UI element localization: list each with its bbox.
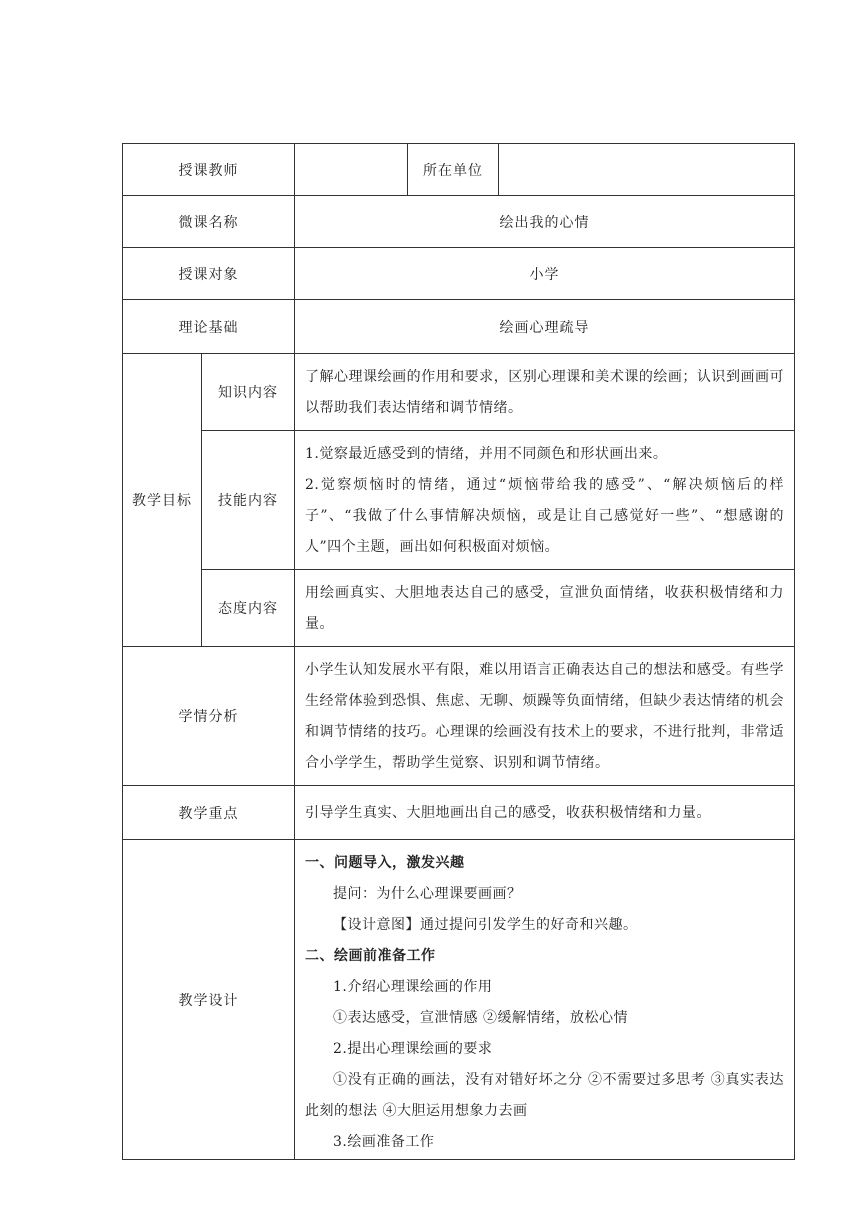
analysis-label: 学情分析 <box>123 647 295 786</box>
course-name-label: 微课名称 <box>123 196 295 248</box>
course-name-value: 绘出我的心情 <box>295 196 795 248</box>
teacher-value <box>295 144 408 196</box>
design-step-1: 1.介绍心理课绘画的作用 <box>333 979 493 995</box>
skill-label: 技能内容 <box>202 431 295 570</box>
row-design <box>123 840 795 1160</box>
design-step-1-detail: ①表达感受，宣泄情感 ②缓解情绪，放松心情 <box>333 1010 628 1026</box>
attitude-label: 态度内容 <box>202 570 295 647</box>
goals-label: 教学目标 <box>123 354 202 647</box>
row-skill <box>123 431 795 570</box>
target-label: 授课对象 <box>123 248 295 300</box>
knowledge-label: 知识内容 <box>202 354 295 431</box>
row-attitude <box>123 570 795 647</box>
focus-label: 教学重点 <box>123 786 295 840</box>
design-question: 提问：为什么心理课要画画？ <box>333 886 522 902</box>
theory-label: 理论基础 <box>123 300 295 354</box>
design-heading-1: 一、问题导入，激发兴趣 <box>305 855 465 871</box>
focus-text: 引导学生真实、大胆地画出自己的感受，收获积极情绪和力量。 <box>295 786 795 840</box>
design-heading-2: 二、绘画前准备工作 <box>305 948 436 964</box>
target-value: 小学 <box>295 248 795 300</box>
row-course-name <box>123 196 795 248</box>
skill-text <box>295 431 795 570</box>
row-theory <box>123 300 795 354</box>
design-content <box>295 840 795 1160</box>
design-intent: 【设计意图】通过提问引发学生的好奇和兴趣。 <box>333 917 638 933</box>
row-target <box>123 248 795 300</box>
design-label: 教学设计 <box>123 840 295 1160</box>
knowledge-text: 了解心理课绘画的作用和要求，区别心理课和美术课的绘画；认识到画画可以帮助我们表达情绪和调节情绪。 <box>295 354 795 431</box>
row-knowledge <box>123 354 795 431</box>
design-step-3: 3.绘画准备工作 <box>333 1134 435 1150</box>
unit-label: 所在单位 <box>408 144 499 196</box>
theory-value: 绘画心理疏导 <box>295 300 795 354</box>
teacher-label: 授课教师 <box>123 144 295 196</box>
skill-item-1: 1.觉察最近感受到的情绪，并用不同颜色和形状画出来。 <box>305 446 668 462</box>
row-analysis <box>123 647 795 786</box>
skill-item-2: 2.觉察烦恼时的情绪，通过“烦恼带给我的感受”、“解决烦恼后的样子”、“我做了什么事情解决烦恼，或是让自己感觉好一些”、“想感谢的人”四个主题，画出如何积极面对烦恼。 <box>305 477 784 555</box>
row-teacher <box>123 144 795 196</box>
design-step-2: 2.提出心理课绘画的要求 <box>333 1041 493 1057</box>
row-focus <box>123 786 795 840</box>
attitude-text: 用绘画真实、大胆地表达自己的感受，宣泄负面情绪，收获积极情绪和力量。 <box>295 570 795 647</box>
lesson-plan-table <box>122 143 795 1160</box>
analysis-text: 小学生认知发展水平有限，难以用语言正确表达自己的想法和感受。有些学生经常体验到恐惧、焦虑、无聊、烦躁等负面情绪，但缺少表达情绪的机会和调节情绪的技巧。心理课的绘画没有技术上的要求，不进行批判，非常适合小学学生，帮助学生觉察、识别和调节情绪。 <box>295 647 795 786</box>
design-step-2-detail: ①没有正确的画法，没有对错好坏之分 ②不需要过多思考 ③真实表达此刻的想法 ④大胆运用想象力去画 <box>305 1072 784 1119</box>
unit-value <box>499 144 795 196</box>
